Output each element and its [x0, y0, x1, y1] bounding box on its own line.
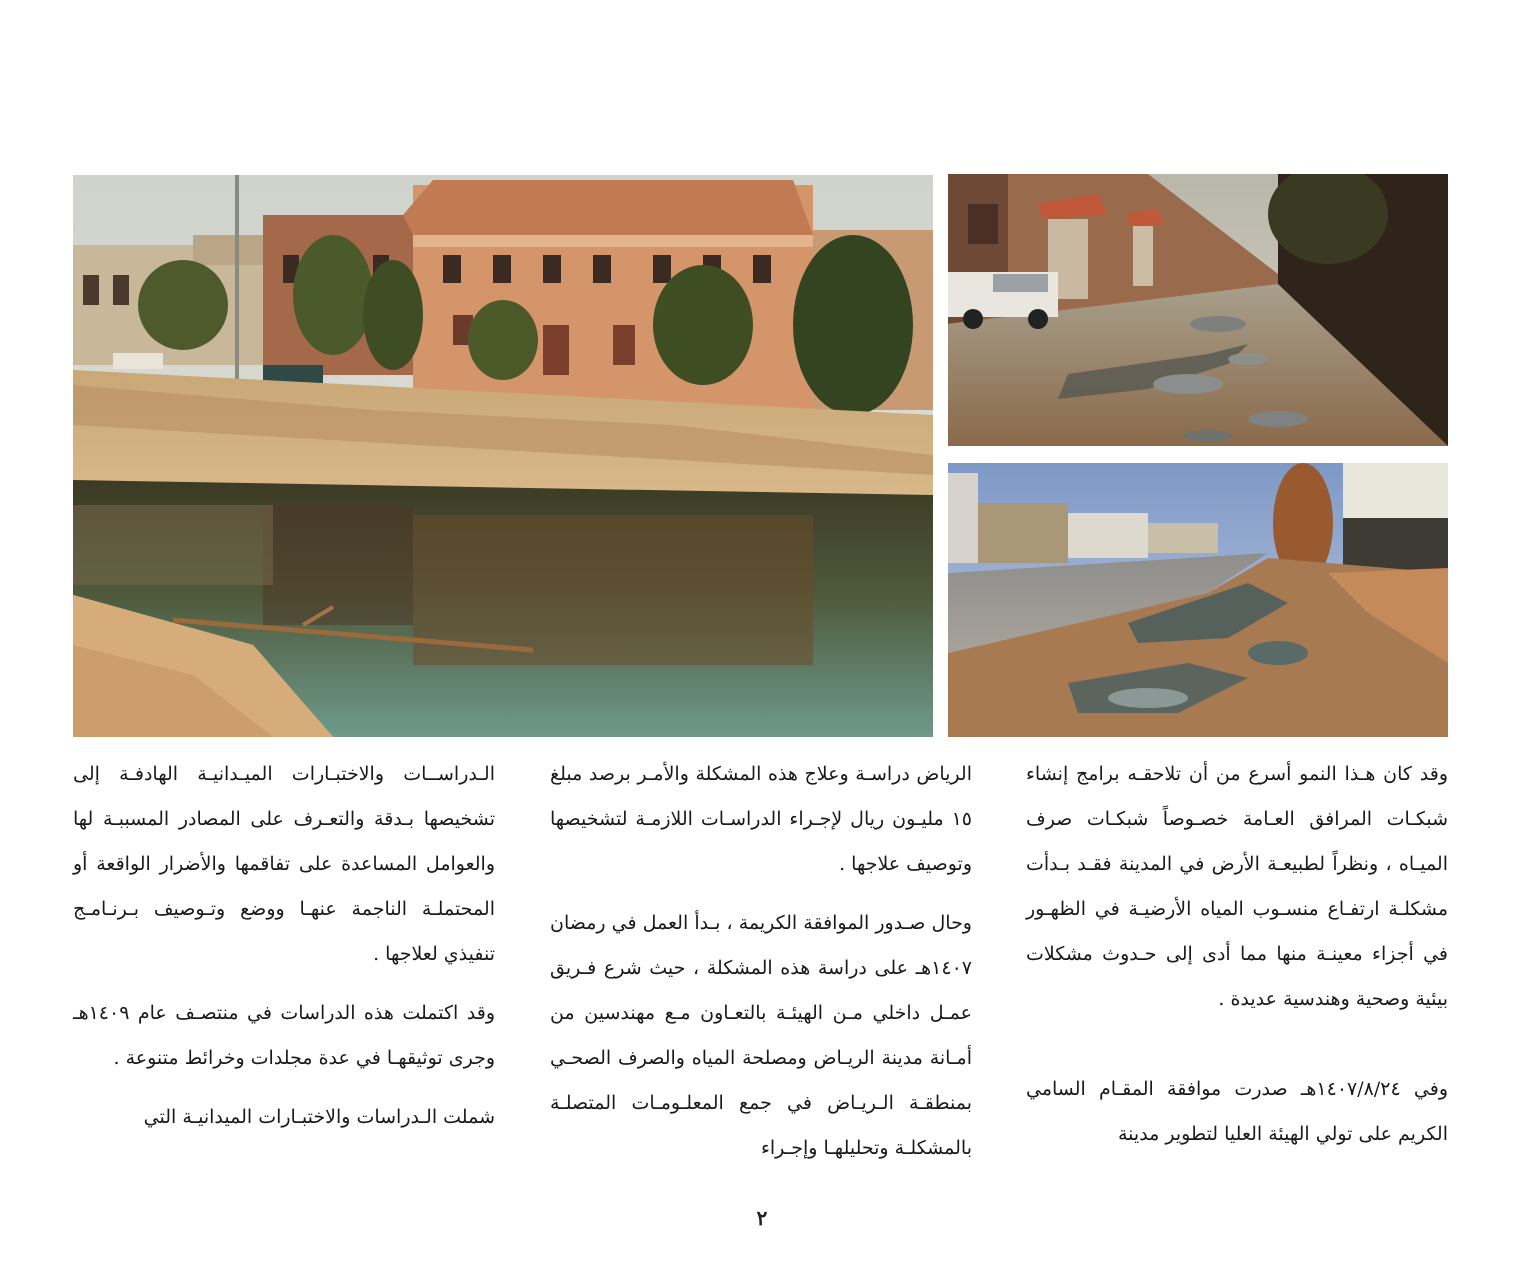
paragraph: شملت الـدراسات والاختبـارات الميدانيـة التي	[143, 1106, 495, 1128]
page-number: ٢	[756, 1206, 768, 1230]
paragraph: وقد كان هـذا النمو أسرع من أن تلاحقـه برامج إنشاء شبكـات المرافق العـامة خصـوصاً شبكـات صرف الميـاه ، ونظراً لطبيعـة الأرض في المدينة فقـد بـدأت مشكلـة ارتفـاع منسـوب المياه الأرضيـة في الظهـور في أجزاء معينـة منها مما أدى إلى حـدوث مشكلات بيئية وصحية وهندسية عديدة .	[1026, 763, 1448, 1010]
road-shoulder-puddles-image	[948, 463, 1448, 737]
text-column-right	[1026, 752, 1448, 1157]
paragraph: الرياض دراسـة وعلاج هذه المشكلة والأمـر برصد مبلغ ١٥ مليـون ريال لإجـراء الدراسـات اللازمـة لتشخيصها وتوصيف علاجها .	[550, 763, 972, 875]
text-column-left	[73, 752, 495, 1140]
paragraph: وحال صـدور الموافقة الكريمة ، بـدأ العمل في رمضان ١٤٠٧هـ على دراسة هذه المشكلة ، حيث شرع فـريق عمـل داخلي مـن الهيئـة بالتعـاون مـع مهندسين من أمـانة مدينة الريـاض ومصلحة المياه والصرف الصحـي بمنطقـة الـريـاض في جمع المعلـومـات المتصلـة بالمشكلـة وتحليلهـا وإجـراء	[550, 912, 972, 1159]
text-column-middle	[550, 752, 972, 1171]
waterlogged-street-image	[948, 174, 1448, 446]
flooded-street-photo	[73, 175, 933, 737]
flooded-street-image	[73, 175, 933, 737]
paragraph: وقد اكتملت هذه الدراسات في منتصـف عام ١٤٠٩هـ وجرى توثيقهـا في عدة مجلدات وخرائط متنوعة .	[73, 1002, 495, 1069]
paragraph: الـدراســات والاختبـارات الميـدانيـة الهادفـة إلى تشخيصها بـدقة والتعـرف على المصادر المسببـة لها والعوامل المساعدة على تفاقمها والأضرار الواقعة أو المحتملـة الناجمة عنهـا ووضع وتـوصيف بـرنـامـج تنفيذي لعلاجها .	[73, 763, 495, 965]
waterlogged-street-photo	[948, 174, 1448, 446]
paragraph: وفي ١٤٠٧/٨/٢٤هـ صدرت موافقة المقـام السامي الكريم على تولي الهيئة العليا لتطوير مدينة	[1026, 1078, 1448, 1145]
road-shoulder-puddles-photo	[948, 463, 1448, 737]
